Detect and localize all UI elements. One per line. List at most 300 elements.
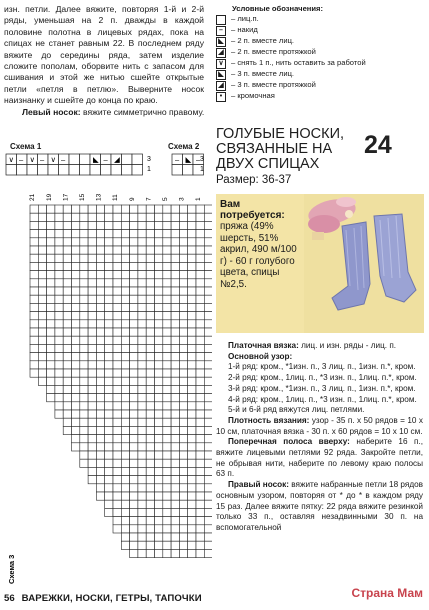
scheme3-cell (121, 303, 129, 311)
scheme3-cell (138, 344, 146, 352)
scheme3-cell (63, 230, 71, 238)
scheme3-cell (121, 295, 129, 303)
scheme3-cell (72, 287, 80, 295)
scheme3-cell (130, 295, 138, 303)
scheme3-cell (96, 344, 104, 352)
scheme3-cell (155, 213, 163, 221)
scheme1-row-3: 3 (147, 156, 151, 163)
scheme3-cell (96, 312, 104, 320)
scheme3-cell (188, 549, 196, 557)
scheme3-cell (72, 320, 80, 328)
scheme3-cell (163, 500, 171, 508)
scheme3-cell (179, 435, 187, 443)
scheme3-cell (204, 328, 212, 336)
scheme3-cell (121, 517, 129, 525)
scheme3-cell (163, 476, 171, 484)
scheme3-cell (204, 385, 212, 393)
scheme3-cell (171, 221, 179, 229)
scheme3-cell (30, 312, 38, 320)
scheme3-cell (204, 262, 212, 270)
scheme3-cell (204, 443, 212, 451)
scheme3-cell (188, 533, 196, 541)
scheme3-cell (63, 279, 71, 287)
scheme3-cell (121, 492, 129, 500)
scheme2-row-1: 1 (200, 166, 204, 173)
scheme3-cell (105, 385, 113, 393)
scheme3-cell (171, 344, 179, 352)
scheme3-cell (146, 353, 154, 361)
scheme3-cell (113, 271, 121, 279)
scheme3-cell (88, 230, 96, 238)
legend-symbol-icon: ◢ (216, 81, 226, 91)
scheme3-cell (80, 410, 88, 418)
scheme1-cell (122, 165, 133, 176)
scheme3-cell (171, 394, 179, 402)
scheme3-cell (179, 361, 187, 369)
legend-item (216, 69, 422, 80)
scheme1-symbol: ◢ (114, 155, 120, 164)
scheme3-cell (196, 435, 204, 443)
scheme3-cell (105, 369, 113, 377)
scheme3-cell (63, 303, 71, 311)
scheme1-grid (6, 154, 143, 175)
scheme3-cell (171, 230, 179, 238)
scheme3-cell (204, 541, 212, 549)
scheme3-cell (204, 369, 212, 377)
scheme3-cell (146, 303, 154, 311)
scheme3-cell (146, 320, 154, 328)
scheme3-cell (88, 377, 96, 385)
scheme3-cell (105, 205, 113, 213)
scheme3-cell (204, 238, 212, 246)
legend-item (216, 25, 422, 36)
scheme3-cell (113, 295, 121, 303)
scheme3-cell (171, 402, 179, 410)
scheme3-cell (88, 238, 96, 246)
scheme3-cell (105, 238, 113, 246)
scheme3-cell (163, 459, 171, 467)
scheme3-cell (204, 508, 212, 516)
scheme1-symbol: – (19, 155, 24, 164)
plain-knit-label: Платочная вязка: (228, 341, 299, 350)
scheme3-cell (146, 287, 154, 295)
scheme3-cell (72, 328, 80, 336)
scheme3-cell (138, 328, 146, 336)
scheme3-cell (113, 525, 121, 533)
scheme3-cell (155, 238, 163, 246)
scheme3-cell (163, 467, 171, 475)
scheme3-cell (72, 238, 80, 246)
scheme3-cell (105, 336, 113, 344)
scheme3-cell (146, 344, 154, 352)
scheme3-cell (196, 353, 204, 361)
scheme3-cell (188, 517, 196, 525)
scheme3-cell (163, 295, 171, 303)
scheme3-cell (113, 205, 121, 213)
scheme3-cell (163, 410, 171, 418)
scheme3-cell (204, 517, 212, 525)
scheme3-cell (179, 517, 187, 525)
scheme3-cell (30, 344, 38, 352)
scheme3-cell (155, 221, 163, 229)
scheme3-cell (38, 377, 46, 385)
scheme3-cell (96, 418, 104, 426)
stripe-paragraph (216, 437, 423, 480)
scheme3-cell (38, 303, 46, 311)
scheme3-cell (88, 336, 96, 344)
scheme3-cell (204, 320, 212, 328)
scheme3-cell (96, 484, 104, 492)
scheme3-cell (72, 279, 80, 287)
scheme3-column-number: 13 (95, 193, 103, 201)
section-title: ВАРЕЖКИ, НОСКИ, ГЕТРЫ, ТАПОЧКИ (21, 593, 202, 604)
scheme3-cell (204, 221, 212, 229)
scheme1-cell (132, 165, 143, 176)
scheme3-cell (96, 303, 104, 311)
scheme3-cell (163, 394, 171, 402)
scheme3-cell (80, 205, 88, 213)
scheme3-cell (72, 213, 80, 221)
scheme3-cell (196, 246, 204, 254)
scheme3-cell (188, 443, 196, 451)
scheme3-cell (88, 476, 96, 484)
scheme3-cell (155, 435, 163, 443)
scheme3-cell (88, 451, 96, 459)
scheme3-cell (113, 385, 121, 393)
scheme3-cell (80, 262, 88, 270)
scheme3-cell (130, 377, 138, 385)
scheme3-cell (196, 230, 204, 238)
scheme3-cell (138, 303, 146, 311)
scheme3-cell (38, 221, 46, 229)
scheme3-cell (196, 320, 204, 328)
scheme3-cell (155, 476, 163, 484)
scheme3-cell (163, 361, 171, 369)
scheme3-cell (138, 271, 146, 279)
scheme3-cell (196, 476, 204, 484)
scheme3-cell (179, 230, 187, 238)
stripe-text: наберите 16 п., вяжите лицевыми петлями 92 ряда. Закройте петли, не обрывая нити, наберите по левому краю полосы 63 п. (216, 437, 424, 479)
scheme3-cell (155, 492, 163, 500)
scheme3-cell (96, 459, 104, 467)
scheme3-cell (188, 451, 196, 459)
scheme3-cell (204, 500, 212, 508)
scheme3-cell (63, 353, 71, 361)
scheme3-cell (72, 312, 80, 320)
scheme3-cell (105, 377, 113, 385)
scheme3-cell (196, 377, 204, 385)
stripe-label: Поперечная полоса вверху: (228, 437, 350, 447)
scheme3-cell (204, 377, 212, 385)
scheme3-cell (96, 443, 104, 451)
scheme3-cell (155, 336, 163, 344)
scheme1-cell (132, 154, 143, 165)
scheme1-cell (38, 165, 49, 176)
scheme3-cell (96, 336, 104, 344)
scheme3-cell (80, 295, 88, 303)
scheme3-cell (155, 295, 163, 303)
legend-symbol-icon (216, 15, 226, 25)
scheme3-cell (196, 361, 204, 369)
scheme3-cell (204, 254, 212, 262)
scheme3-cell (188, 418, 196, 426)
scheme3-cell (171, 303, 179, 311)
scheme3-cell (30, 246, 38, 254)
scheme3-cell (171, 353, 179, 361)
scheme3-cell (63, 320, 71, 328)
scheme3-cell (30, 295, 38, 303)
scheme3-cell (130, 287, 138, 295)
scheme3-cell (105, 361, 113, 369)
scheme3-cell (188, 262, 196, 270)
scheme3-cell (130, 303, 138, 311)
scheme3-cell (146, 271, 154, 279)
scheme3-cell (30, 287, 38, 295)
scheme3-cell (55, 312, 63, 320)
scheme3-cell (188, 377, 196, 385)
scheme3-cell (179, 443, 187, 451)
scheme3-cell (88, 418, 96, 426)
scheme3-cell (204, 484, 212, 492)
scheme3-cell (121, 500, 129, 508)
scheme1-cell (69, 154, 80, 165)
scheme3-cell (146, 476, 154, 484)
scheme3-cell (155, 410, 163, 418)
scheme3-cell (113, 500, 121, 508)
scheme3-cell (55, 230, 63, 238)
scheme3-cell (188, 205, 196, 213)
scheme3-cell (196, 508, 204, 516)
scheme3-cell (196, 459, 204, 467)
scheme3-cell (188, 508, 196, 516)
scheme3-cell (163, 549, 171, 557)
scheme3-cell (130, 467, 138, 475)
scheme3-cell (196, 312, 204, 320)
scheme3-cell (72, 435, 80, 443)
scheme3-cell (88, 328, 96, 336)
scheme3-cell (179, 353, 187, 361)
scheme3-cell (146, 541, 154, 549)
scheme3-cell (88, 443, 96, 451)
scheme3-cell (188, 467, 196, 475)
legend (216, 4, 422, 102)
scheme3-cell (96, 287, 104, 295)
scheme3-cell (113, 230, 121, 238)
scheme3-cell (72, 443, 80, 451)
scheme3-cell (30, 238, 38, 246)
legend-text: – 2 п. вместе протяжкой (231, 46, 316, 56)
scheme3-cell (163, 312, 171, 320)
scheme3-cell (38, 262, 46, 270)
scheme3-cell (188, 287, 196, 295)
scheme3-cell (146, 484, 154, 492)
scheme2-symbol: – (196, 155, 201, 164)
scheme3-cell (171, 385, 179, 393)
scheme3-cell (55, 410, 63, 418)
scheme3-cell (130, 549, 138, 557)
scheme3-cell (146, 467, 154, 475)
scheme3-cell (121, 467, 129, 475)
scheme3-cell (38, 361, 46, 369)
scheme3-cell (138, 221, 146, 229)
scheme3-cell (196, 254, 204, 262)
scheme3-cell (121, 361, 129, 369)
scheme3-cell (63, 336, 71, 344)
scheme3-cell (188, 525, 196, 533)
scheme3-cell (204, 246, 212, 254)
scheme3-cell (163, 213, 171, 221)
scheme3-cell (163, 525, 171, 533)
scheme3-cell (171, 369, 179, 377)
scheme3-cell (96, 254, 104, 262)
scheme3-cell (30, 221, 38, 229)
scheme3-cell (146, 451, 154, 459)
scheme3-cell (138, 312, 146, 320)
scheme3-cell (96, 246, 104, 254)
scheme3-cell (88, 295, 96, 303)
scheme3-cell (113, 369, 121, 377)
scheme3-cell (121, 435, 129, 443)
scheme3-cell (88, 467, 96, 475)
scheme3-cell (179, 221, 187, 229)
scheme3-cell (171, 541, 179, 549)
scheme3-column-number: 19 (45, 193, 53, 201)
scheme3-cell (88, 459, 96, 467)
scheme3-cell (179, 246, 187, 254)
scheme3-cell (121, 377, 129, 385)
scheme3-cell (121, 336, 129, 344)
scheme3-cell (204, 336, 212, 344)
scheme3-cell (188, 459, 196, 467)
scheme3-cell (80, 320, 88, 328)
scheme1-2-charts (0, 152, 210, 186)
scheme3-cell (113, 377, 121, 385)
scheme3-cell (72, 353, 80, 361)
scheme3-cell (88, 320, 96, 328)
scheme3-cell (63, 262, 71, 270)
scheme3-cell (138, 230, 146, 238)
scheme3-cell (55, 213, 63, 221)
scheme3-cell (146, 369, 154, 377)
scheme3-cell (155, 271, 163, 279)
scheme3-cell (179, 271, 187, 279)
scheme3-cell (155, 262, 163, 270)
scheme3-cell (146, 549, 154, 557)
scheme3-cell (130, 476, 138, 484)
pattern-row-5-6: 5-й и 6-й ряд вяжутся лиц. петлями. (228, 405, 365, 415)
scheme3-cell (196, 492, 204, 500)
scheme3-cell (55, 377, 63, 385)
scheme3-cell (179, 295, 187, 303)
scheme3-cell (80, 328, 88, 336)
scheme3-cell (88, 426, 96, 434)
scheme3-cell (88, 344, 96, 352)
scheme3-cell (38, 254, 46, 262)
scheme3-cell (121, 508, 129, 516)
scheme3-cell (196, 500, 204, 508)
scheme3-cell (30, 303, 38, 311)
scheme3-cell (55, 394, 63, 402)
scheme3-cell (171, 336, 179, 344)
scheme3-cell (88, 221, 96, 229)
scheme3-cell (72, 221, 80, 229)
scheme3-cell (138, 279, 146, 287)
scheme3-cell (155, 541, 163, 549)
scheme3-cell (63, 254, 71, 262)
scheme3-cell (179, 451, 187, 459)
scheme3-cell (188, 500, 196, 508)
scheme3-cell (96, 467, 104, 475)
scheme3-cell (179, 476, 187, 484)
scheme3-cell (55, 336, 63, 344)
scheme3-cell (88, 279, 96, 287)
scheme3-cell (105, 500, 113, 508)
scheme3-cell (179, 402, 187, 410)
scheme3-cell (155, 525, 163, 533)
scheme3-cell (38, 213, 46, 221)
scheme3-cell (171, 320, 179, 328)
scheme3-cell (138, 426, 146, 434)
scheme3-cell (179, 238, 187, 246)
scheme3-cell (196, 443, 204, 451)
scheme3-cell (146, 525, 154, 533)
scheme3-cell (105, 443, 113, 451)
scheme3-cell (130, 353, 138, 361)
scheme3-cell (188, 246, 196, 254)
scheme3-cell (196, 328, 204, 336)
scheme3-cell (163, 369, 171, 377)
scheme3-cell (121, 476, 129, 484)
scheme3-cell (155, 508, 163, 516)
scheme3-cell (88, 271, 96, 279)
scheme3-cell (146, 435, 154, 443)
scheme3-cell (196, 271, 204, 279)
scheme3-cell (155, 467, 163, 475)
scheme3-cell (188, 361, 196, 369)
scheme3-cell (55, 320, 63, 328)
scheme3-cell (138, 435, 146, 443)
scheme3-cell (204, 467, 212, 475)
scheme3-cell (105, 295, 113, 303)
scheme3-cell (179, 533, 187, 541)
scheme3-cell (196, 402, 204, 410)
scheme3-cell (188, 394, 196, 402)
scheme3-cell (204, 303, 212, 311)
scheme3-cell (171, 525, 179, 533)
scheme3-cell (155, 500, 163, 508)
scheme3-cell (163, 205, 171, 213)
scheme3-cell (188, 254, 196, 262)
scheme3-cell (204, 394, 212, 402)
scheme2-cell (183, 165, 194, 176)
scheme3-cell (105, 418, 113, 426)
scheme3-cell (155, 344, 163, 352)
scheme3-cell (171, 279, 179, 287)
scheme3-cell (105, 508, 113, 516)
scheme3-cell (30, 336, 38, 344)
scheme3-cell (113, 279, 121, 287)
scheme3-cell (204, 402, 212, 410)
scheme3-cell (179, 418, 187, 426)
scheme3-cell (163, 328, 171, 336)
scheme3-cell (171, 328, 179, 336)
scheme3-cell (171, 287, 179, 295)
scheme3-cell (72, 402, 80, 410)
scheme3-cell (179, 254, 187, 262)
scheme3-cell (96, 402, 104, 410)
scheme3-cell (63, 221, 71, 229)
pattern-row-3: 3-й ряд: кром., *1изн. п., 3 лиц. п., 1изн. п.*, кром. (228, 383, 416, 393)
